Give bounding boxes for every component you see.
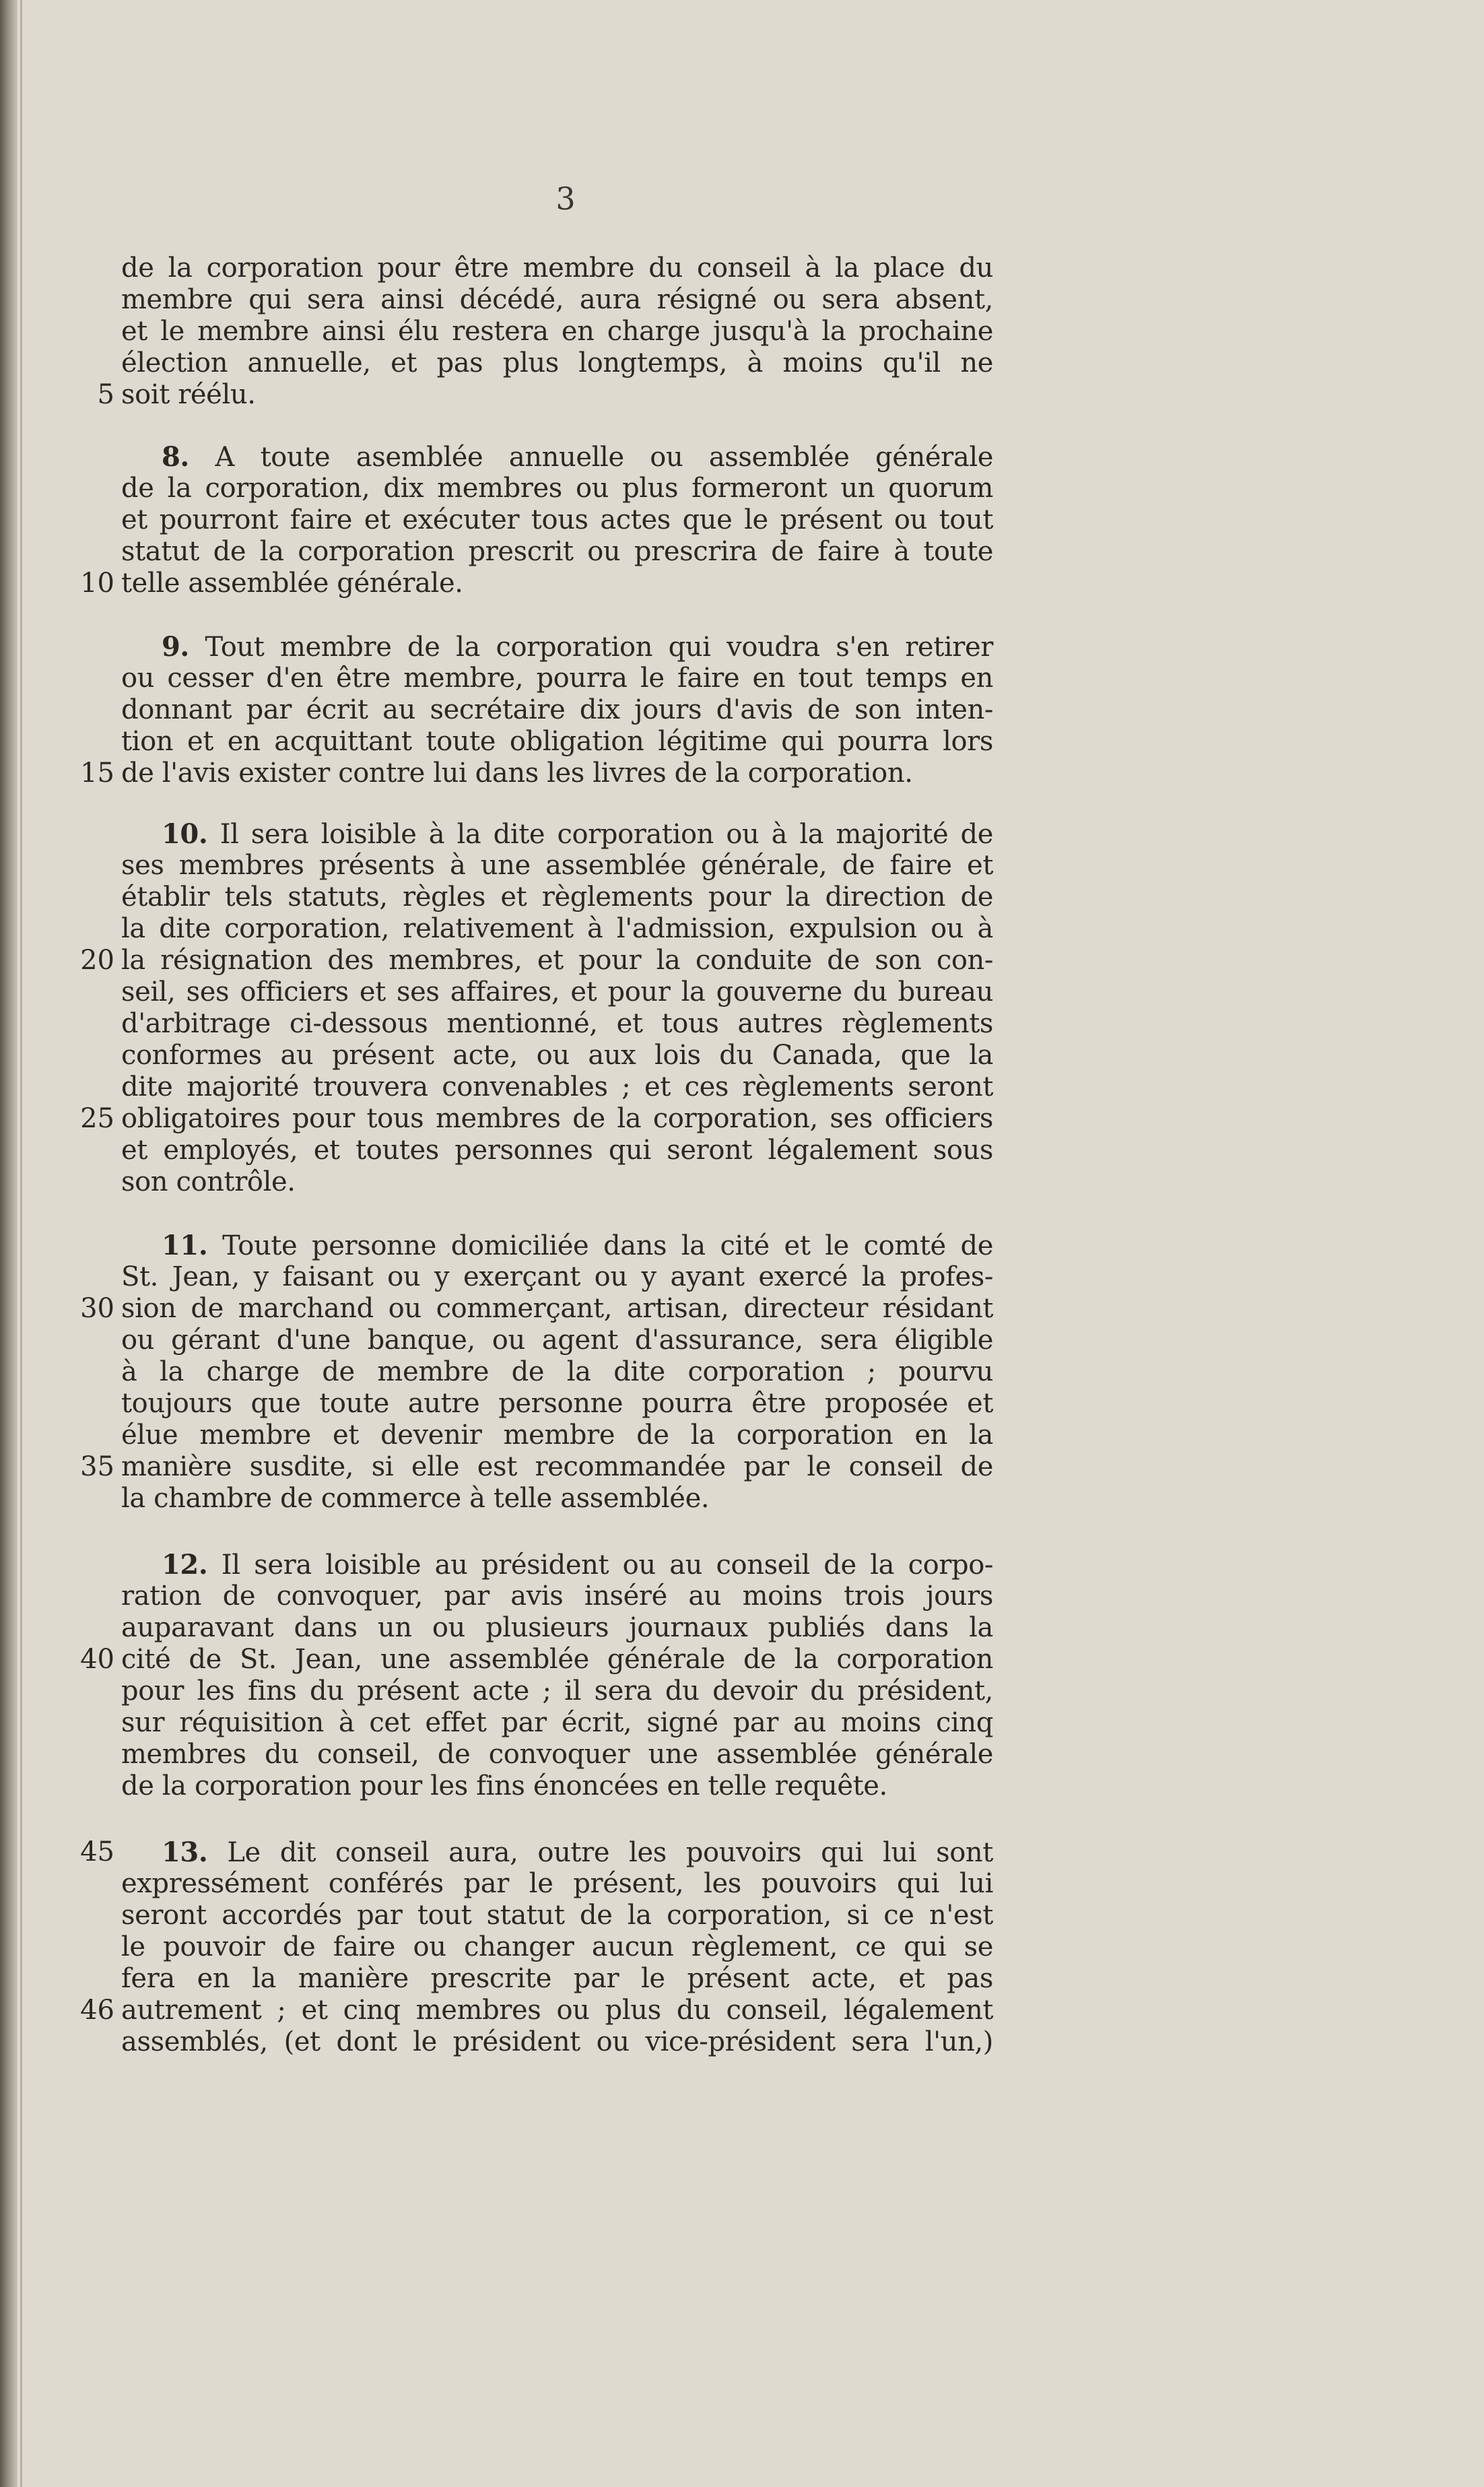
line-number: 45 xyxy=(80,1836,114,1867)
text-line: autrement ; et cinq membres ou plus du conseil, légalement xyxy=(121,1995,993,2026)
text-line: sur réquisition à cet effet par écrit, signé par au moins cinq xyxy=(121,1707,993,1738)
text-line: expressément conférés par le présent, les pouvoirs qui lui xyxy=(121,1868,993,1899)
text-line: établir tels statuts, règles et règlements pour la direction de xyxy=(121,882,993,913)
text-line: élue membre et devenir membre de la corporation en la xyxy=(121,1420,993,1451)
section-number: 9. xyxy=(162,631,189,663)
text-line: telle assemblée générale. xyxy=(121,568,463,599)
section-number: 11. xyxy=(162,1230,208,1261)
text-line: statut de la corporation prescrit ou prescrira de faire à toute xyxy=(121,536,993,567)
line-number: 30 xyxy=(80,1293,114,1324)
text-line: auparavant dans un ou plusieurs journaux publiés dans la xyxy=(121,1612,993,1643)
text-line xyxy=(162,818,993,850)
text-line-content: Le dit conseil aura, outre les pouvoirs qui lui sont xyxy=(227,1837,993,1868)
text-line: de la corporation pour être membre du conseil à la place du xyxy=(121,253,993,284)
text-line: assemblés, (et dont le président ou vice-président sera l'un,) xyxy=(121,2026,993,2057)
line-number: 46 xyxy=(80,1995,114,2026)
text-line: membre qui sera ainsi décédé, aura résigné ou sera absent, xyxy=(121,284,993,315)
text-line: cité de St. Jean, une assemblée générale de la corporation xyxy=(121,1644,993,1675)
section-number: 12. xyxy=(162,1549,208,1581)
text-line: conformes au présent acte, ou aux lois du Canada, que la xyxy=(121,1040,993,1071)
text-line: d'arbitrage ci-dessous mentionné, et tous autres règlements xyxy=(121,1008,993,1039)
text-line: tion et en acquittant toute obligation légitime qui pourra lors xyxy=(121,726,993,757)
binding-line xyxy=(20,0,22,2487)
text-line: manière susdite, si elle est recommandée par le conseil de xyxy=(121,1451,993,1482)
section-number: 8. xyxy=(162,441,189,473)
text-line: St. Jean, y faisant ou y exerçant ou y ayant exercé la profes- xyxy=(121,1261,993,1292)
text-line: de l'avis exister contre lui dans les livres de la corporation. xyxy=(121,758,913,789)
line-number: 35 xyxy=(80,1451,114,1482)
text-line-content: Tout membre de la corporation qui voudra s'en retirer xyxy=(205,632,993,663)
line-number: 5 xyxy=(97,379,114,410)
line-number: 40 xyxy=(80,1644,114,1675)
text-line xyxy=(162,441,993,473)
text-line-content: Toute personne domiciliée dans la cité et le comté de xyxy=(222,1230,993,1261)
text-line xyxy=(162,631,993,663)
text-line: toujours que toute autre personne pourra être proposée et xyxy=(121,1388,993,1419)
line-number: 20 xyxy=(80,945,114,976)
line-number: 25 xyxy=(80,1103,114,1134)
text-line: élection annuelle, et pas plus longtemps, à moins qu'il ne xyxy=(121,347,993,378)
text-line: soit réélu. xyxy=(121,379,256,410)
text-line: membres du conseil, de convoquer une assemblée générale xyxy=(121,1739,993,1770)
text-line: la résignation des membres, et pour la conduite de son con- xyxy=(121,945,993,976)
text-line: de la corporation, dix membres ou plus formeront un quorum xyxy=(121,473,993,504)
text-line: de la corporation pour les fins énoncées en telle requête. xyxy=(121,1770,887,1801)
text-line: sion de marchand ou commerçant, artisan, directeur résidant xyxy=(121,1293,993,1324)
text-line-content: A toute asemblée annuelle ou assemblée générale xyxy=(215,442,993,473)
text-line: donnant par écrit au secrétaire dix jours d'avis de son inten- xyxy=(121,694,993,725)
text-line: la chambre de commerce à telle assemblée. xyxy=(121,1483,710,1514)
text-line xyxy=(162,1230,993,1261)
text-line xyxy=(162,1836,993,1868)
text-line: ou cesser d'en être membre, pourra le faire en tout temps en xyxy=(121,663,993,694)
text-line: et le membre ainsi élu restera en charge jusqu'à la prochaine xyxy=(121,316,993,347)
page-number: 3 xyxy=(555,180,576,217)
section-number: 10. xyxy=(162,818,208,850)
text-line-content: Il sera loisible au président ou au conseil de la corpo- xyxy=(221,1550,993,1581)
text-line: ou gérant d'une banque, ou agent d'assurance, sera éligible xyxy=(121,1325,993,1356)
text-line: obligatoires pour tous membres de la corporation, ses officiers xyxy=(121,1103,993,1134)
text-line-content: Il sera loisible à la dite corporation ou à la majorité de xyxy=(220,819,993,850)
text-line: ration de convoquer, par avis inséré au moins trois jours xyxy=(121,1581,993,1612)
text-line: son contrôle. xyxy=(121,1166,296,1197)
text-line: seil, ses officiers et ses affaires, et pour la gouverne du bureau xyxy=(121,976,993,1007)
text-line: la dite corporation, relativement à l'admission, expulsion ou à xyxy=(121,913,993,944)
line-number: 10 xyxy=(80,568,114,599)
text-line xyxy=(162,1549,993,1581)
text-line: fera en la manière prescrite par le présent acte, et pas xyxy=(121,1963,993,1994)
binding-edge xyxy=(0,0,18,2487)
text-line: dite majorité trouvera convenables ; et ces règlements seront xyxy=(121,1071,993,1102)
text-line: pour les fins du présent acte ; il sera du devoir du président, xyxy=(121,1676,993,1706)
text-line: à la charge de membre de la dite corporation ; pourvu xyxy=(121,1356,993,1387)
text-line: seront accordés par tout statut de la corporation, si ce n'est xyxy=(121,1900,993,1931)
section-number: 13. xyxy=(162,1836,208,1868)
text-line: et employés, et toutes personnes qui seront légalement sous xyxy=(121,1135,993,1166)
text-line: ses membres présents à une assemblée générale, de faire et xyxy=(121,850,993,881)
line-number: 15 xyxy=(80,758,114,789)
text-line: et pourront faire et exécuter tous actes que le présent ou tout xyxy=(121,504,993,535)
text-line: le pouvoir de faire ou changer aucun règlement, ce qui se xyxy=(121,1931,993,1962)
